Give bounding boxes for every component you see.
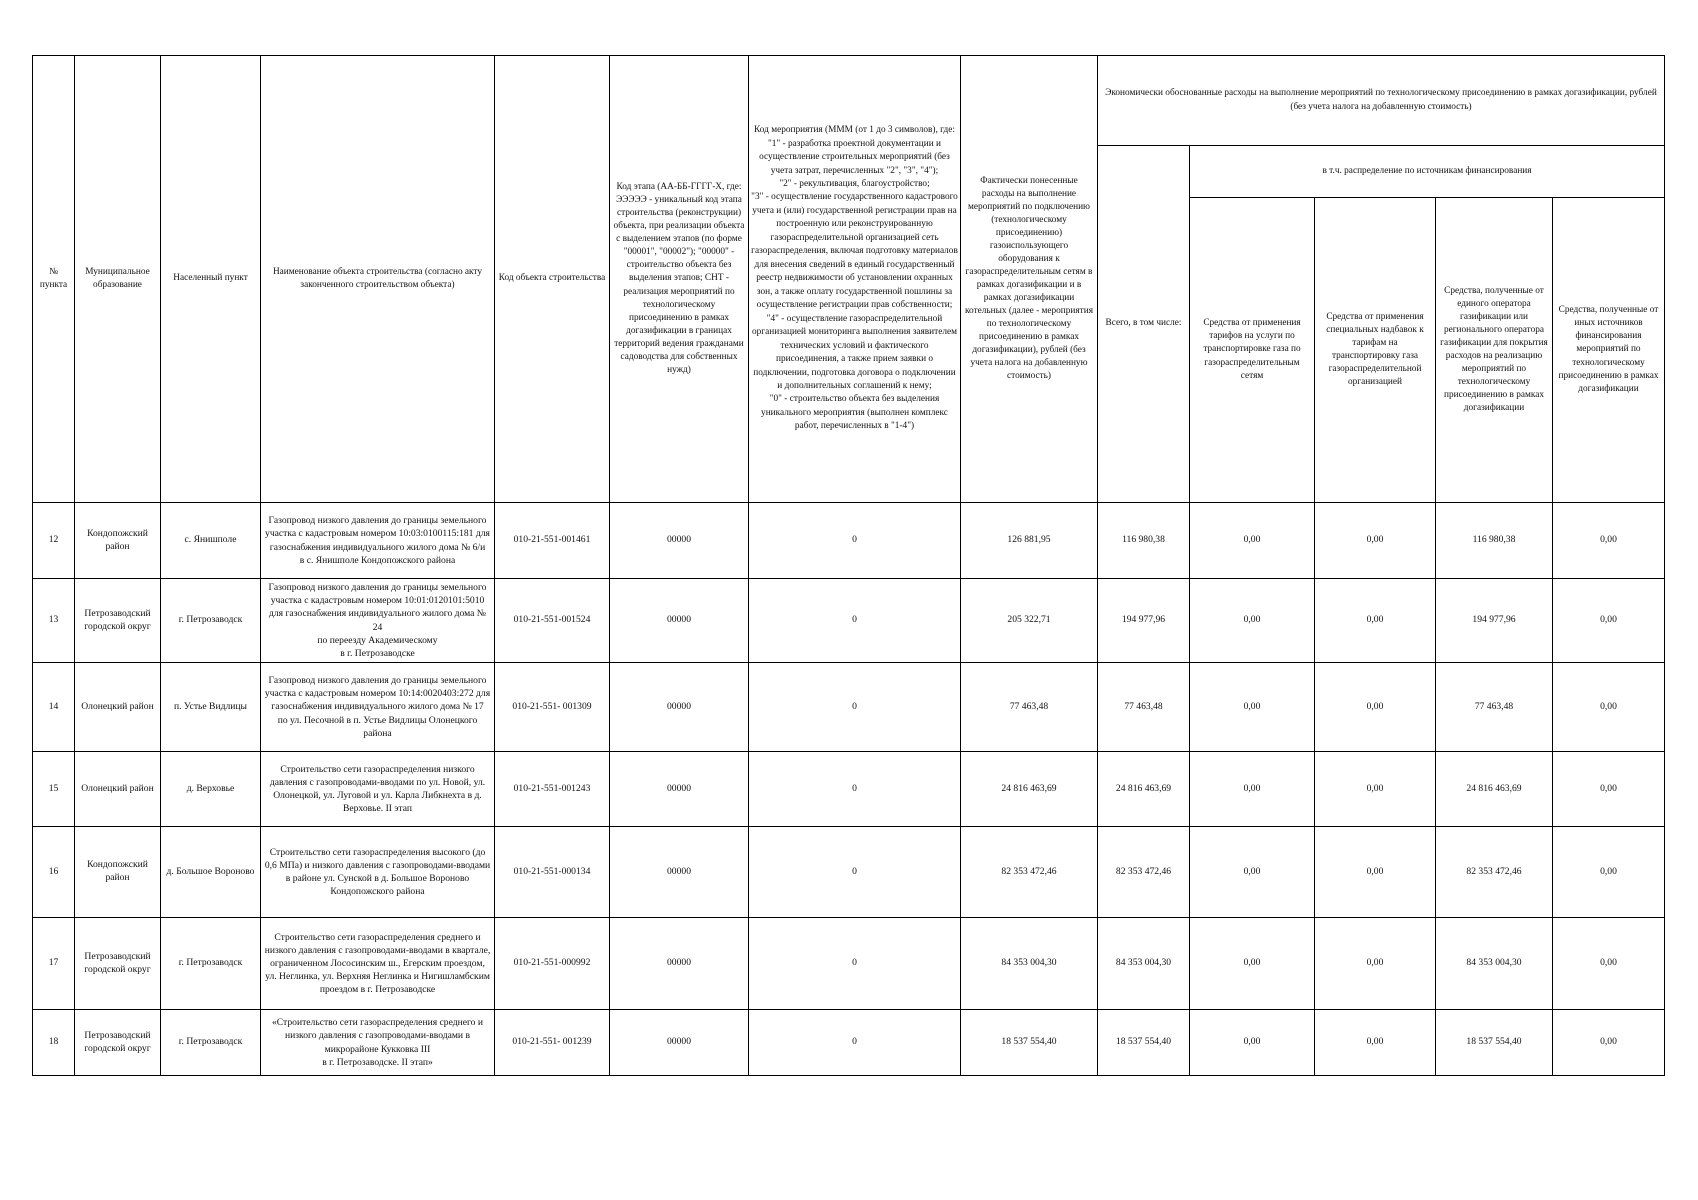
row-object-name: Строительство сети газораспределения высокого (до 0,6 МПа) и низкого давления с газопроводами-вводами в районе ул. Сунской в д. Большое Вороново Кондопожского района (261, 827, 495, 918)
row-src-surcharges: 0,00 (1315, 752, 1436, 827)
row-src-other: 0,00 (1553, 503, 1665, 579)
header-settlement: Населенный пункт (161, 56, 261, 503)
header-distribution: в т.ч. распределение по источникам финансирования (1190, 146, 1665, 198)
row-src-other: 0,00 (1553, 827, 1665, 918)
row-num: 13 (33, 579, 75, 663)
row-measure-code: 0 (749, 1010, 961, 1076)
row-total: 84 353 004,30 (1098, 918, 1190, 1010)
row-settlement: г. Петрозаводск (161, 579, 261, 663)
row-src-tariffs: 0,00 (1190, 579, 1315, 663)
row-object-name: Газопровод низкого давления до границы земельного участка с кадастровым номером 10:14:0020403:272 для газоснабжения индивидуального жилого дома № 17 по ул. Песочной в п. Устье Видлицы Олонецкого района (261, 663, 495, 752)
row-num: 14 (33, 663, 75, 752)
table-row (33, 827, 1665, 918)
row-actual-costs: 24 816 463,69 (961, 752, 1098, 827)
row-object-name: Строительство сети газораспределения среднего и низкого давления с газопроводами-вводами в квартале, ограниченном Лососинским ш., Егерским проездом, ул. Неглинка, ул. Верхняя Неглинка и Нигишламбским проездом в г. Петрозаводске (261, 918, 495, 1010)
row-measure-code: 0 (749, 827, 961, 918)
row-object-code: 010-21-551- 001309 (495, 663, 610, 752)
row-num: 16 (33, 827, 75, 918)
row-stage-code: 00000 (610, 752, 749, 827)
row-src-operator: 24 816 463,69 (1436, 752, 1553, 827)
row-src-tariffs: 0,00 (1190, 663, 1315, 752)
row-num: 12 (33, 503, 75, 579)
row-municipality: Кондопожский район (75, 503, 161, 579)
row-src-tariffs: 0,00 (1190, 503, 1315, 579)
row-object-code: 010-21-551-001243 (495, 752, 610, 827)
row-src-operator: 84 353 004,30 (1436, 918, 1553, 1010)
row-municipality: Кондопожский район (75, 827, 161, 918)
row-actual-costs: 77 463,48 (961, 663, 1098, 752)
row-src-tariffs: 0,00 (1190, 918, 1315, 1010)
row-municipality: Олонецкий район (75, 663, 161, 752)
row-src-other: 0,00 (1553, 918, 1665, 1010)
row-actual-costs: 126 881,95 (961, 503, 1098, 579)
row-src-surcharges: 0,00 (1315, 918, 1436, 1010)
row-src-operator: 82 353 472,46 (1436, 827, 1553, 918)
row-src-operator: 18 537 554,40 (1436, 1010, 1553, 1076)
row-stage-code: 00000 (610, 827, 749, 918)
row-object-name: «Строительство сети газораспределения среднего и низкого давления с газопроводами-вводами в микрорайоне Кукковка III в г. Петрозаводске. II этап» (261, 1010, 495, 1076)
row-settlement: г. Петрозаводск (161, 918, 261, 1010)
row-src-surcharges: 0,00 (1315, 663, 1436, 752)
row-src-tariffs: 0,00 (1190, 1010, 1315, 1076)
row-src-surcharges: 0,00 (1315, 1010, 1436, 1076)
row-total: 18 537 554,40 (1098, 1010, 1190, 1076)
row-settlement: п. Устье Видлицы (161, 663, 261, 752)
row-measure-code: 0 (749, 579, 961, 663)
row-src-other: 0,00 (1553, 1010, 1665, 1076)
header-src-tariffs: Средства от применения тарифов на услуги по транспортировке газа по газораспределительным сетям (1190, 198, 1315, 503)
header-src-other: Средства, полученные от иных источников финансирования мероприятий по технологическому присоединению в рамках догазификации (1553, 198, 1665, 503)
row-src-surcharges: 0,00 (1315, 579, 1436, 663)
row-object-code: 010-21-551-001524 (495, 579, 610, 663)
row-actual-costs: 84 353 004,30 (961, 918, 1098, 1010)
row-src-operator: 194 977,96 (1436, 579, 1553, 663)
row-total: 77 463,48 (1098, 663, 1190, 752)
row-actual-costs: 82 353 472,46 (961, 827, 1098, 918)
row-src-other: 0,00 (1553, 663, 1665, 752)
row-src-surcharges: 0,00 (1315, 503, 1436, 579)
row-measure-code: 0 (749, 918, 961, 1010)
table-row (33, 918, 1665, 1010)
row-settlement: д. Верховье (161, 752, 261, 827)
row-municipality: Петрозаводский городской округ (75, 918, 161, 1010)
row-municipality: Петрозаводский городской округ (75, 579, 161, 663)
row-object-code: 010-21-551- 001239 (495, 1010, 610, 1076)
row-src-tariffs: 0,00 (1190, 827, 1315, 918)
row-stage-code: 00000 (610, 579, 749, 663)
row-total: 82 353 472,46 (1098, 827, 1190, 918)
row-src-other: 0,00 (1553, 752, 1665, 827)
header-src-operator: Средства, полученные от единого оператора газификации или регионального оператора газификации для покрытия расходов на реализацию мероприятий по технологическому присоединению в рамках догазификации (1436, 198, 1553, 503)
row-src-operator: 77 463,48 (1436, 663, 1553, 752)
header-econ-costs: Экономически обоснованные расходы на выполнение мероприятий по технологическому присоединению в рамках догазификации, рублей (без учета налога на добавленную стоимость) (1098, 56, 1665, 146)
row-settlement: д. Большое Вороново (161, 827, 261, 918)
row-municipality: Петрозаводский городской округ (75, 1010, 161, 1076)
row-object-name: Строительство сети газораспределения низкого давления с газопроводами-вводами по ул. Новой, ул. Олонецкой, ул. Луговой и ул. Карла Либкнехта в д. Верховье. II этап (261, 752, 495, 827)
row-measure-code: 0 (749, 752, 961, 827)
row-src-operator: 116 980,38 (1436, 503, 1553, 579)
header-total-incl: Всего, в том числе: (1098, 146, 1190, 503)
header-num: № пункта (33, 56, 75, 503)
row-measure-code: 0 (749, 503, 961, 579)
row-src-surcharges: 0,00 (1315, 827, 1436, 918)
row-src-tariffs: 0,00 (1190, 752, 1315, 827)
row-total: 24 816 463,69 (1098, 752, 1190, 827)
row-stage-code: 00000 (610, 503, 749, 579)
row-total: 194 977,96 (1098, 579, 1190, 663)
table-row (33, 752, 1665, 827)
header-object-code: Код объекта строительства (495, 56, 610, 503)
row-num: 15 (33, 752, 75, 827)
row-src-other: 0,00 (1553, 579, 1665, 663)
header-object-name: Наименование объекта строительства (согласно акту законченного строительством объекта) (261, 56, 495, 503)
row-num: 18 (33, 1010, 75, 1076)
row-num: 17 (33, 918, 75, 1010)
row-total: 116 980,38 (1098, 503, 1190, 579)
table-row (33, 663, 1665, 752)
table-row (33, 579, 1665, 663)
header-actual-costs: Фактически понесенные расходы на выполнение мероприятий по подключению (технологическому присоединению) газоиспользующего оборудования к газораспределительным сетям в рамках догазификации и в рамках догазификации котельных (далее - мероприятия по технологическому присоединению в рамках догазификации), рублей (без учета налога на добавленную стоимость) (961, 56, 1098, 503)
table-row (33, 1010, 1665, 1076)
row-object-code: 010-21-551-000992 (495, 918, 610, 1010)
row-object-name: Газопровод низкого давления до границы земельного участка с кадастровым номером 10:01:0120101:5010 для газоснабжения индивидуального жилого дома № 24 по переезду Академическому в г. Петрозаводске (261, 579, 495, 663)
header-src-surcharges: Средства от применения специальных надбавок к тарифам на транспортировку газа газораспределительной организацией (1315, 198, 1436, 503)
row-municipality: Олонецкий район (75, 752, 161, 827)
row-actual-costs: 18 537 554,40 (961, 1010, 1098, 1076)
row-object-name: Газопровод низкого давления до границы земельного участка с кадастровым номером 10:03:0100115:181 для газоснабжения индивидуального жилого дома № 6/и в с. Янишполе Кондопожского района (261, 503, 495, 579)
header-measure-code: Код мероприятия (МММ (от 1 до 3 символов), где: "1" - разработка проектной документации и осуществление строительных мероприятий (без учета затрат, перечисленных "2", "3", "4"); "2" - рекультивация, благоустройство; "3" - осуществление государственного кадастрового учета и (или) государственной регистрации прав на построенную или реконструированную газораспределительной организацией сеть газораспределения, включая подготовку материалов для внесения сведений в единый государственный реестр недвижимости об установлении охранных зон, а также оплату государственной пошлины за осуществление регистрации прав собственности; "4" - осуществление газораспределительной организацией мониторинга выполнения заявителем технических условий и фактического присоединения, а также прием заявки о подключении, подготовка договора о подключении и дополнительных соглашений к нему; "0" - строительство объекта без выделения уникального мероприятия (выполнен комплекс работ, перечисленных в "1-4") (749, 56, 961, 503)
row-object-code: 010-21-551-000134 (495, 827, 610, 918)
row-settlement: г. Петрозаводск (161, 1010, 261, 1076)
header-stage-code: Код этапа (АА-ББ-ГГГГ-Х, где: ЭЭЭЭЭ - уникальный код этапа строительства (реконструкции) объекта, при реализации объекта с выделением этапов (по форме "00001", "00002"); "00000" - строительство объекта без выделения этапов; СНТ - реализация мероприятий по технологическому присоединению в рамках догазификации в границах территорий ведения гражданами садоводства для собственных нужд) (610, 56, 749, 503)
row-stage-code: 00000 (610, 663, 749, 752)
row-object-code: 010-21-551-001461 (495, 503, 610, 579)
row-settlement: с. Янишполе (161, 503, 261, 579)
header-municipality: Муниципальное образование (75, 56, 161, 503)
row-stage-code: 00000 (610, 1010, 749, 1076)
table-row (33, 503, 1665, 579)
gasification-costs-table (32, 55, 1665, 1076)
row-actual-costs: 205 322,71 (961, 579, 1098, 663)
table-body (33, 503, 1665, 1076)
row-measure-code: 0 (749, 663, 961, 752)
row-stage-code: 00000 (610, 918, 749, 1010)
